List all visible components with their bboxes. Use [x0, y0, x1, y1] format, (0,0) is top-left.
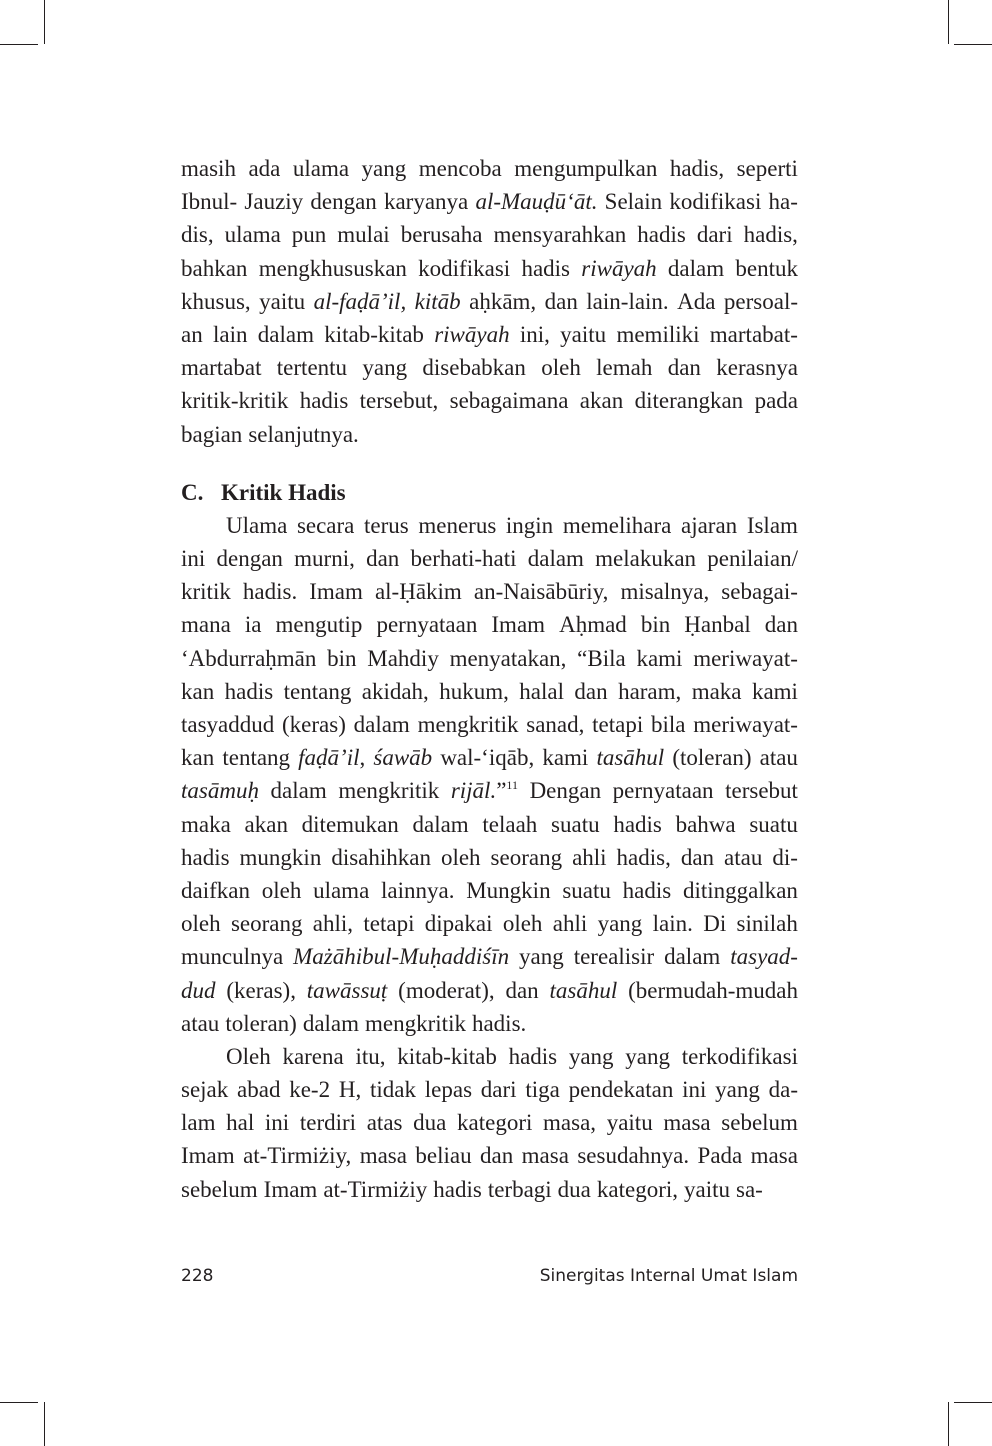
- word: bahkan: [181, 255, 248, 281]
- word: dan: [366, 546, 400, 572]
- word: akidah,: [361, 678, 429, 704]
- word: ini,: [519, 321, 550, 347]
- word: hadis,: [743, 222, 798, 248]
- word: dan: [764, 612, 798, 638]
- word: Mahdiy: [367, 645, 439, 671]
- word: oleh: [502, 911, 543, 937]
- word: śawāb: [373, 745, 433, 771]
- paragraph-kitab-hadis: [181, 1040, 798, 1206]
- word: halal: [519, 678, 564, 704]
- word: dipakai: [424, 911, 493, 937]
- word: bin: [327, 645, 357, 671]
- word: berhati-hati: [410, 546, 517, 572]
- word: dan: [667, 355, 701, 381]
- word: dari: [480, 1077, 517, 1103]
- text-line: [181, 974, 798, 1007]
- word: pada: [754, 388, 798, 414]
- text-line: [181, 741, 798, 774]
- word: hadis: [613, 811, 662, 837]
- word: lain: [213, 321, 248, 347]
- word: kerasnya: [716, 355, 798, 381]
- word: memelihara: [562, 512, 672, 538]
- word: meriwayat-: [693, 645, 798, 671]
- word: ajaran: [681, 512, 738, 538]
- word: tertentu: [276, 355, 348, 381]
- word: faḍā’il,: [298, 745, 366, 771]
- word: hadis: [433, 1176, 482, 1202]
- word: terbagi: [487, 1176, 552, 1202]
- word: sebagaimana: [449, 388, 569, 414]
- word: H,: [338, 1077, 362, 1103]
- text-line: [181, 152, 798, 185]
- word: al-Mauḍū‘āt.: [475, 189, 598, 215]
- word: ini: [682, 1077, 707, 1103]
- word: mengkhususkan: [258, 255, 407, 281]
- page-footer: [181, 1266, 798, 1286]
- word: (moderat),: [398, 977, 495, 1003]
- word: ia: [244, 612, 262, 638]
- word: tiga: [525, 1077, 560, 1103]
- word: yang: [625, 1043, 670, 1069]
- word: yang: [715, 1077, 760, 1103]
- word: dalam: [302, 1010, 360, 1036]
- text-line: [181, 509, 798, 542]
- word: munculnya: [181, 944, 284, 970]
- word: tasāhul: [549, 977, 618, 1003]
- text-line: [181, 1139, 798, 1172]
- word: yang: [568, 1043, 614, 1069]
- text-line: [181, 1173, 798, 1206]
- word: seperti: [736, 156, 798, 181]
- word: dua: [413, 1110, 447, 1136]
- word: atau: [759, 745, 798, 771]
- word: rijāl.”$^{11}$: [450, 778, 518, 804]
- word: masa,: [543, 1110, 597, 1136]
- page-number: 228: [181, 1266, 214, 1286]
- word: Islam: [746, 512, 798, 538]
- word: mencoba: [418, 156, 502, 181]
- word: meriwayat-: [693, 712, 798, 737]
- word: bila: [650, 712, 686, 737]
- word: tersebut,: [359, 388, 439, 414]
- word: sa-: [736, 1176, 763, 1202]
- word: beliau: [415, 1143, 472, 1169]
- text-line: [181, 1106, 798, 1139]
- word: bentuk: [735, 255, 798, 281]
- word: hadis: [508, 1043, 558, 1069]
- crop-mark-top-right-vertical: [948, 0, 949, 44]
- word: memiliki: [616, 321, 700, 347]
- word: lemah: [596, 355, 653, 381]
- word: hadis: [299, 388, 349, 414]
- text-line: [181, 252, 798, 285]
- word: hadis,: [616, 844, 671, 870]
- crop-mark-bottom-right-vertical: [948, 1402, 949, 1446]
- word: seorang: [490, 844, 563, 870]
- word: riwāyah: [581, 255, 657, 281]
- word: yaitu: [606, 1110, 653, 1136]
- word: riwāyah: [434, 321, 510, 347]
- word: dan: [680, 844, 715, 870]
- word: akan: [579, 388, 624, 414]
- text-line: [181, 940, 798, 973]
- word: (keras): [282, 712, 346, 737]
- word: penilaian/: [707, 546, 798, 572]
- word: selanjutnya.: [248, 421, 359, 447]
- word: khusus,: [181, 288, 251, 314]
- word: masa: [359, 1143, 407, 1169]
- word: dalam: [667, 255, 725, 281]
- word: kategori,: [596, 1176, 678, 1202]
- paragraph-kritik-hadis: [181, 509, 798, 1040]
- word: ulama: [313, 877, 370, 903]
- word: oleh: [440, 844, 481, 870]
- word: sejak: [181, 1077, 229, 1103]
- word: itu,: [355, 1043, 386, 1069]
- text-line: [181, 575, 798, 608]
- crop-mark-top-right-horizontal: [954, 44, 992, 45]
- word: mana: [181, 612, 231, 638]
- word: pernyataan: [376, 612, 478, 638]
- word: tasāhul: [596, 745, 665, 771]
- word: ke-2: [289, 1077, 331, 1103]
- word: hadis: [521, 255, 570, 281]
- word: terkodifikasi: [681, 1043, 798, 1069]
- word: at-Tirmiżiy: [323, 1176, 428, 1202]
- word: hadis: [224, 678, 274, 704]
- word: telaah: [482, 811, 538, 837]
- paragraph-continuation: [181, 152, 798, 451]
- text-line: [181, 384, 798, 417]
- word: hadis,: [669, 156, 725, 181]
- word: masa: [750, 1143, 798, 1169]
- word: mengutip: [275, 612, 363, 638]
- word: oleh: [541, 355, 581, 381]
- word: dalam: [257, 321, 314, 347]
- text-line: [181, 907, 798, 940]
- word: pun: [291, 222, 327, 248]
- word: secara: [296, 512, 355, 538]
- word: yaitu: [560, 321, 607, 347]
- word: “Bila: [577, 645, 626, 671]
- word: Pada: [697, 1143, 743, 1169]
- word: oleh: [261, 877, 302, 903]
- text-line: [181, 642, 798, 675]
- word: (bermudah-mudah: [628, 977, 798, 1003]
- text-line: [181, 285, 798, 318]
- word: kritik: [181, 579, 231, 605]
- word: lain-lain.: [586, 288, 669, 314]
- word: ditemukan: [301, 811, 399, 837]
- word: tidak: [370, 1077, 416, 1103]
- word: hal: [226, 1110, 255, 1136]
- word: kami: [751, 678, 798, 704]
- word: berusaha: [400, 222, 483, 248]
- text-line: [181, 841, 798, 874]
- word: ahli: [552, 911, 588, 937]
- word: hukum,: [439, 678, 509, 704]
- word: dis,: [181, 222, 214, 248]
- word: di-: [772, 844, 798, 870]
- word: ini: [181, 546, 206, 572]
- word: misalnya,: [620, 579, 710, 605]
- word: dari: [696, 222, 733, 248]
- word: yang: [597, 911, 643, 937]
- word: menyatakan,: [449, 645, 567, 671]
- word: terealisir: [573, 944, 655, 970]
- word: Imam: [181, 1143, 235, 1169]
- word: dua: [557, 1176, 591, 1202]
- word: masa: [663, 1110, 711, 1136]
- word: pernyataan: [612, 778, 714, 804]
- word: sesudahnya.: [577, 1143, 690, 1169]
- word: dan: [480, 1143, 514, 1169]
- word: martabat-: [709, 321, 798, 347]
- word: kodifikasi: [669, 189, 762, 215]
- word: (toleran): [672, 745, 752, 771]
- word: masa: [521, 1143, 569, 1169]
- word: sebagai-: [721, 579, 798, 605]
- word: da-: [768, 1077, 798, 1103]
- word: tentang: [222, 745, 291, 771]
- section-heading: [181, 476, 798, 509]
- word: Imam: [309, 579, 363, 605]
- word: Ibnul-: [181, 189, 238, 215]
- word: menerus: [418, 512, 497, 538]
- word: kitab-kitab: [397, 1043, 497, 1069]
- word: at-Tirmiżiy,: [243, 1143, 352, 1169]
- word: masih: [181, 156, 236, 181]
- section-number: C.: [181, 479, 204, 505]
- word: dan: [544, 288, 578, 314]
- word: Imam: [263, 1176, 318, 1202]
- word: pendekatan: [568, 1077, 674, 1103]
- word: martabat: [181, 355, 262, 381]
- word: sinilah: [736, 911, 798, 937]
- word: Ada: [677, 288, 716, 314]
- word: dalam: [527, 546, 584, 572]
- word: ha-: [768, 189, 798, 215]
- word: hadis: [622, 877, 672, 903]
- word: murni,: [294, 546, 355, 572]
- word: dalam: [353, 712, 410, 737]
- crop-mark-bottom-left-vertical: [44, 1402, 45, 1446]
- text-line: [181, 318, 798, 351]
- word: kitab-kitab: [324, 321, 424, 347]
- word: bahwa: [675, 811, 736, 837]
- word: al-Ḥākim: [374, 579, 462, 605]
- word: mengkritik: [338, 778, 440, 804]
- word: kan: [181, 745, 215, 771]
- word: dalam: [412, 811, 469, 837]
- word: Selain: [604, 189, 663, 215]
- word: Ḥanbal: [684, 612, 751, 638]
- body-text: [181, 152, 798, 1206]
- word: kami: [636, 645, 683, 671]
- word: hadis: [637, 222, 686, 248]
- word: dengan: [216, 546, 283, 572]
- running-title: Sinergitas Internal Umat Islam: [539, 1266, 798, 1286]
- word: daifkan: [181, 877, 250, 903]
- word: Dengan: [529, 778, 602, 804]
- word: tawāssuṭ: [306, 977, 388, 1003]
- word: suatu: [562, 877, 611, 903]
- word: lepas: [424, 1077, 473, 1103]
- word: sebelum: [181, 1176, 258, 1202]
- word: dan: [574, 678, 608, 704]
- word: mensyarahkan: [493, 222, 627, 248]
- text-line: [181, 708, 798, 741]
- word: mengumpulkan: [514, 156, 658, 181]
- word: yang: [362, 355, 408, 381]
- word: disebabkan: [422, 355, 526, 381]
- word: kan: [181, 678, 215, 704]
- text-line: [181, 1040, 798, 1073]
- word: ada: [248, 156, 281, 181]
- crop-mark-top-left-horizontal: [0, 44, 38, 45]
- word: oleh: [181, 911, 221, 937]
- word: lain.: [652, 911, 693, 937]
- word: tetapi: [592, 712, 644, 737]
- word: kritik-kritik: [181, 388, 289, 414]
- word: seorang: [230, 911, 303, 937]
- word: ahli: [572, 844, 607, 870]
- word: Oleh: [226, 1043, 271, 1069]
- word: sanad,: [526, 712, 585, 737]
- word: tentang: [283, 678, 352, 704]
- word: wal-‘iqāb,: [440, 745, 535, 771]
- word: kami: [542, 745, 589, 771]
- text-line: [181, 774, 798, 807]
- word: haram,: [618, 678, 682, 704]
- word: disahihkan: [331, 844, 431, 870]
- word: bagian: [181, 421, 243, 447]
- word: toleran): [225, 1010, 297, 1036]
- word: kategori: [457, 1110, 533, 1136]
- word: kodifikasi: [418, 255, 511, 281]
- crop-mark-bottom-left-horizontal: [0, 1402, 38, 1403]
- word: Mungkin: [466, 877, 551, 903]
- word: suatu: [749, 811, 798, 837]
- word: sebelum: [721, 1110, 798, 1136]
- text-line: [181, 351, 798, 384]
- word: dalam: [664, 944, 721, 970]
- crop-mark-bottom-right-horizontal: [954, 1402, 992, 1403]
- word: maka: [691, 678, 742, 704]
- word: atau: [724, 844, 763, 870]
- word: Aḥmad: [559, 612, 627, 638]
- crop-mark-top-left-vertical: [44, 0, 45, 44]
- word: tasāmuḥ: [181, 778, 259, 804]
- word: mengkritik: [365, 1010, 466, 1036]
- word: mulai: [337, 222, 390, 248]
- word: tasyad-: [730, 944, 798, 970]
- word: dengan: [310, 189, 377, 215]
- word: melakukan: [595, 546, 697, 572]
- word: lam: [181, 1110, 216, 1136]
- text-line: [181, 675, 798, 708]
- word: maka: [181, 811, 231, 837]
- word: karyanya: [383, 189, 469, 215]
- word: lainnya.: [381, 877, 455, 903]
- text-line: [181, 542, 798, 575]
- word: yang: [361, 156, 407, 181]
- word: terdiri: [299, 1110, 357, 1136]
- word: terus: [364, 512, 409, 538]
- word: ulama: [224, 222, 281, 248]
- text-line: [181, 1007, 798, 1040]
- word: ini: [264, 1110, 290, 1136]
- text-line: [181, 808, 798, 841]
- word: ahli,: [312, 911, 354, 937]
- word: dan: [505, 977, 539, 1003]
- word: atas: [366, 1110, 403, 1136]
- word: ingin: [505, 512, 554, 538]
- word: dalam: [270, 778, 327, 804]
- word: mengkritik: [417, 712, 519, 737]
- word: Di: [703, 911, 727, 937]
- text-line: [181, 874, 798, 907]
- word: tersebut: [725, 778, 798, 804]
- word: hadis: [181, 844, 230, 870]
- word: an-Naisābūriy,: [473, 579, 609, 605]
- word: al-faḍā’il,: [313, 288, 407, 314]
- word: tetapi: [363, 911, 415, 937]
- word: persoal-: [723, 288, 798, 314]
- word: ‘Abdurraḥmān: [181, 645, 317, 671]
- word: atau: [181, 1010, 220, 1036]
- word: Ulama: [226, 512, 288, 538]
- word: tasyaddud: [181, 712, 275, 737]
- word: bin: [640, 612, 671, 638]
- text-line: [181, 185, 798, 218]
- word: Imam: [491, 612, 546, 638]
- section-title: Kritik Hadis: [221, 479, 346, 505]
- text-line: [181, 218, 798, 251]
- text-line: [181, 608, 798, 641]
- word: ditinggalkan: [682, 877, 798, 903]
- word: karena: [282, 1043, 344, 1069]
- word: yang: [519, 944, 564, 970]
- word: hadis.: [242, 579, 298, 605]
- word: (keras),: [226, 977, 296, 1003]
- word: mungkin: [239, 844, 322, 870]
- word: Mażāhibul-Muḥaddiśīn: [293, 944, 510, 970]
- word: Jauziy: [244, 189, 304, 215]
- word: an: [181, 321, 203, 347]
- word: abad: [237, 1077, 281, 1103]
- word: ulama: [292, 156, 350, 181]
- word: yaitu: [259, 288, 306, 314]
- word: hadis.: [471, 1010, 527, 1036]
- word: akan: [244, 811, 288, 837]
- word: suatu: [551, 811, 600, 837]
- text-line: [181, 1073, 798, 1106]
- word: aḥkām,: [469, 288, 537, 314]
- word: kitāb: [414, 288, 461, 314]
- text-line: [181, 418, 798, 451]
- word: diterangkan: [634, 388, 744, 414]
- word: yaitu: [684, 1176, 730, 1202]
- word: dud: [181, 977, 216, 1003]
